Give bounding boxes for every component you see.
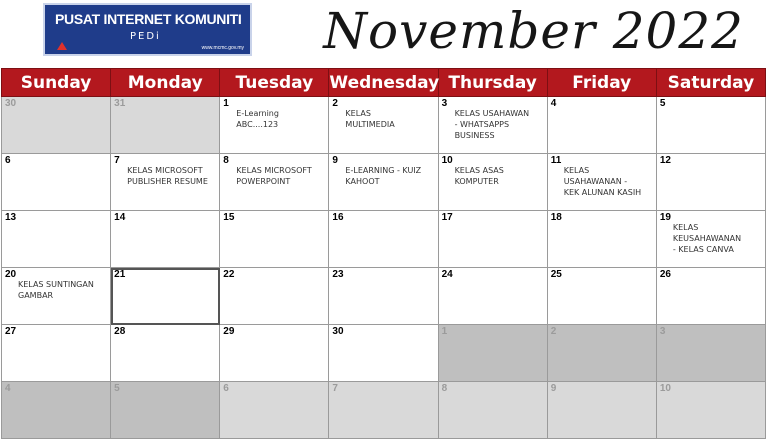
day-number: 23: [332, 269, 344, 280]
calendar-day-cell[interactable]: [220, 382, 329, 439]
calendar-header: [0, 0, 768, 68]
event-label: KELAS SUNTINGAN GAMBAR: [18, 280, 94, 300]
calendar-day-cell[interactable]: [220, 154, 329, 211]
day-number: 4: [550, 98, 557, 109]
calendar-day-cell[interactable]: [111, 325, 220, 382]
day-number: 29: [223, 326, 235, 337]
calendar-day-cell[interactable]: [656, 382, 765, 439]
calendar-day-cell[interactable]: [329, 268, 438, 325]
calendar-day-cell[interactable]: [329, 154, 438, 211]
calendar-day-cell[interactable]: [438, 382, 547, 439]
calendar-day-cell[interactable]: [220, 97, 329, 154]
calendar-day-cell[interactable]: [547, 325, 656, 382]
calendar-week-row: [2, 325, 766, 382]
calendar-day-cell[interactable]: [2, 154, 111, 211]
day-number: 10: [441, 155, 453, 166]
calendar-day-cell[interactable]: [438, 211, 547, 268]
day-number: 31: [114, 98, 126, 109]
day-number: 6: [5, 155, 11, 166]
day-number: 26: [659, 269, 671, 280]
event-label: KELAS MULTIMEDIA: [345, 109, 395, 129]
day-number: 1: [441, 326, 448, 337]
calendar-day-cell[interactable]: [656, 325, 765, 382]
month-title: November 2022: [323, 2, 744, 60]
calendar-day-cell[interactable]: [220, 325, 329, 382]
calendar-day-cell[interactable]: [2, 325, 111, 382]
calendar-day-cell[interactable]: [2, 211, 111, 268]
event-label: KELAS MICROSOFT POWERPOINT: [236, 166, 312, 186]
calendar-week-row: [2, 382, 766, 439]
calendar-day-cell[interactable]: [111, 154, 220, 211]
day-number: 28: [114, 326, 126, 337]
day-number: 5: [114, 383, 120, 394]
calendar-day-cell[interactable]: [547, 382, 656, 439]
day-number: 11: [550, 155, 562, 166]
calendar-week-row: [2, 154, 766, 211]
event-label: KELAS KEUSAHAWANAN - KELAS CANVA: [672, 223, 742, 254]
calendar-day-cell[interactable]: [329, 382, 438, 439]
calendar-day-cell[interactable]: [111, 97, 220, 154]
calendar-day-cell[interactable]: [220, 268, 329, 325]
day-number: 22: [223, 269, 235, 280]
calendar-day-cell[interactable]: [438, 97, 547, 154]
calendar-day-cell[interactable]: [220, 211, 329, 268]
calendar-day-cell[interactable]: [2, 268, 111, 325]
event-label: KELAS MICROSOFT PUBLISHER RESUME: [127, 166, 208, 186]
calendar-day-cell[interactable]: [656, 97, 765, 154]
calendar-day-cell[interactable]: [438, 154, 547, 211]
calendar-day-cell[interactable]: [111, 268, 220, 325]
calendar-day-cell[interactable]: [438, 268, 547, 325]
day-number: 9: [332, 155, 338, 166]
calendar-day-cell[interactable]: [329, 97, 438, 154]
logo-subtitle: PEDi: [130, 31, 161, 42]
weekday-friday: Friday: [547, 69, 656, 97]
calendar-day-cell[interactable]: [656, 268, 765, 325]
weekday-tuesday: Tuesday: [220, 69, 329, 97]
day-number: 27: [5, 326, 17, 337]
day-number: 12: [659, 155, 671, 166]
day-number: 6: [223, 383, 229, 394]
calendar-day-cell[interactable]: [547, 97, 656, 154]
calendar-grid: [1, 68, 766, 439]
calendar-day-cell[interactable]: [2, 97, 111, 154]
day-number: 20: [5, 269, 17, 280]
event-label: E-LEARNING - KUIZ KAHOOT: [345, 166, 422, 186]
day-number: 7: [332, 383, 338, 394]
weekday-monday: Monday: [111, 69, 220, 97]
calendar-day-cell[interactable]: [329, 325, 438, 382]
day-number: 3: [441, 98, 448, 109]
calendar-day-cell[interactable]: [547, 268, 656, 325]
weekday-sunday: Sunday: [2, 69, 111, 97]
calendar-week-row: [2, 97, 766, 154]
calendar-day-cell[interactable]: [656, 154, 765, 211]
calendar-day-cell[interactable]: [656, 211, 765, 268]
calendar-day-cell[interactable]: [111, 211, 220, 268]
day-number: 25: [550, 269, 562, 280]
day-number: 15: [223, 212, 235, 223]
day-number: 14: [114, 212, 126, 223]
weekday-saturday: Saturday: [656, 69, 765, 97]
weekday-thursday: Thursday: [438, 69, 547, 97]
event-label: E-Learning ABC....123: [236, 109, 279, 129]
day-number: 30: [5, 98, 17, 109]
day-number: 16: [332, 212, 344, 223]
day-number: 30: [332, 326, 344, 337]
calendar-day-cell[interactable]: [2, 382, 111, 439]
weekday-header-row: [2, 69, 766, 97]
day-number: 3: [659, 326, 666, 337]
calendar-day-cell[interactable]: [547, 211, 656, 268]
day-number: 17: [441, 212, 453, 223]
day-number: 24: [441, 269, 453, 280]
day-number: 2: [550, 326, 557, 337]
logo-url: www.mcmc.gov.my: [201, 45, 244, 51]
event-label: KELAS USAHAWAN - WHATSAPPS BUSINESS: [454, 109, 530, 140]
calendar-day-cell[interactable]: [547, 154, 656, 211]
logo-title: PUSAT INTERNET KOMUNITI: [55, 11, 242, 27]
day-number: 21: [114, 269, 126, 280]
calendar-week-row: [2, 211, 766, 268]
day-number: 8: [441, 383, 448, 394]
event-label: KELAS ASAS KOMPUTER: [454, 166, 504, 186]
calendar-day-cell[interactable]: [329, 211, 438, 268]
pusat-internet-komuniti-logo: [43, 3, 252, 56]
day-number: 19: [659, 212, 671, 223]
day-number: 8: [223, 155, 229, 166]
day-number: 18: [550, 212, 562, 223]
event-label: KELAS USAHAWANAN - KEK ALUNAN KASIH: [563, 166, 642, 197]
calendar-day-cell[interactable]: [111, 382, 220, 439]
day-number: 2: [332, 98, 338, 109]
calendar-day-cell[interactable]: [438, 325, 547, 382]
day-number: 1: [223, 98, 229, 109]
day-number: 13: [5, 212, 17, 223]
day-number: 9: [550, 383, 557, 394]
day-number: 10: [659, 383, 671, 394]
day-number: 4: [5, 383, 11, 394]
logo-triangle-icon: [57, 42, 67, 50]
calendar-week-row: [2, 268, 766, 325]
day-number: 7: [114, 155, 120, 166]
weekday-wednesday: Wednesday: [329, 69, 438, 97]
day-number: 5: [659, 98, 666, 109]
